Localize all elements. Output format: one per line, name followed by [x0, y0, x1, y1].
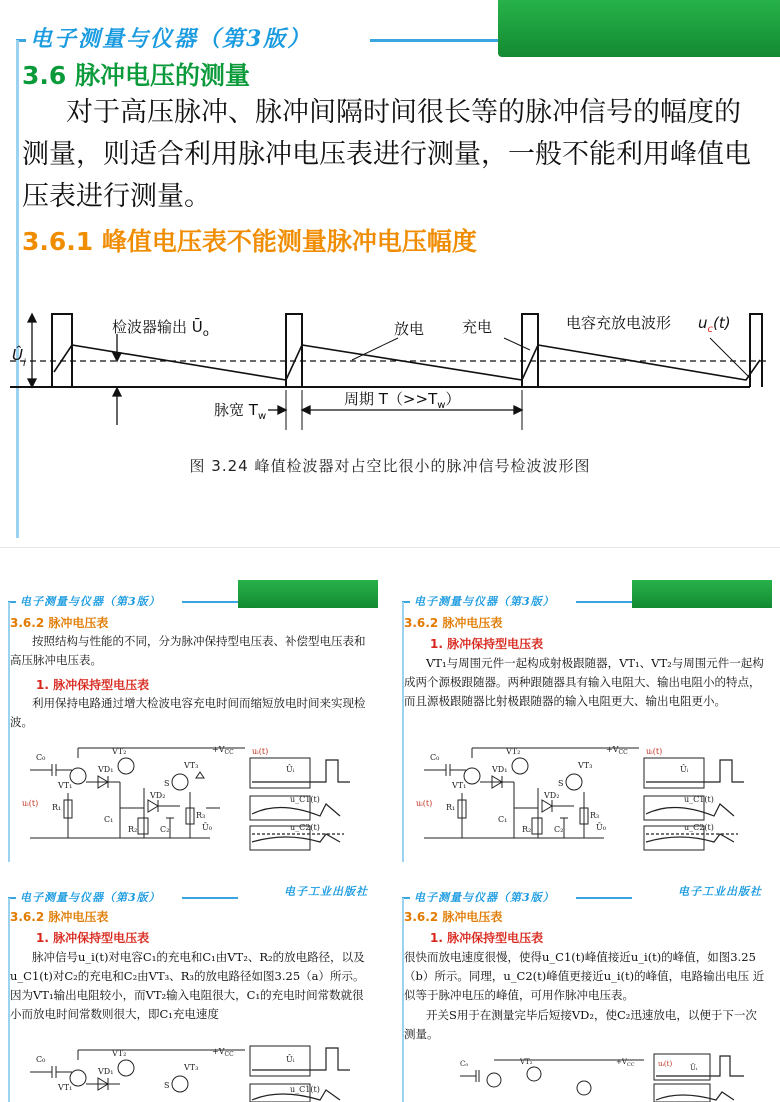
svg-text:uᵢ(t): uᵢ(t) [252, 747, 269, 756]
svg-text:C₂: C₂ [554, 825, 564, 834]
label-charge: 充电 [462, 318, 493, 336]
svg-text:+VCC: $+V_{CC}$ [212, 745, 234, 756]
svg-text:S: S [558, 779, 564, 788]
header-green-tab [498, 0, 780, 57]
label-ui-hat: $Û_i$ [12, 346, 26, 369]
label-discharge: 放电 [394, 320, 425, 338]
svg-text:u_C2(t): u_C2(t) [684, 823, 714, 832]
main-slide [0, 0, 780, 548]
thumb-body-2: 利用保持电路通过增大检波电容充电时间而缩短放电时间来实现检波。 [10, 696, 366, 729]
thumb-green-tab [632, 580, 772, 608]
svg-text:R₂: R₂ [128, 825, 138, 834]
label-uc: $u_c(t)$ [698, 314, 731, 335]
svg-text:VT₂: VT₂ [506, 747, 521, 756]
label-pulse-width: 脉宽 $T_w$ [214, 401, 267, 422]
thumb-heading: 1. 脉冲保持型电压表 [36, 678, 150, 692]
svg-text:R₃: R₃ [590, 811, 600, 820]
thumb-heading: 1. 脉冲保持型电压表 [36, 931, 150, 945]
thumb-heading: 1. 脉冲保持型电压表 [430, 637, 544, 651]
thumb-series-title: 电子测量与仪器（第3版） [414, 891, 555, 904]
svg-text:C₀: C₀ [460, 1060, 469, 1068]
svg-text:uᵢ(t): uᵢ(t) [416, 799, 433, 808]
svg-text:VD₂: VD₂ [150, 791, 166, 800]
thumb-section: 3.6.2 脉冲电压表 [10, 616, 109, 630]
svg-text:C₀: C₀ [36, 1055, 46, 1064]
thumb-series-title: 电子测量与仪器（第3版） [20, 595, 161, 608]
circuit-diagram-partial [20, 1040, 376, 1102]
thumb-heading: 1. 脉冲保持型电压表 [430, 931, 544, 945]
svg-text:VD₁: VD₁ [98, 1067, 114, 1076]
svg-text:VT₁: VT₁ [58, 1083, 73, 1092]
svg-text:VT₂: VT₂ [112, 747, 127, 756]
circuit-diagram [20, 738, 376, 858]
svg-text:VT₂: VT₂ [520, 1058, 533, 1066]
svg-text:VT₃: VT₃ [578, 761, 593, 770]
svg-text:C₀: C₀ [36, 753, 46, 762]
thumbnail-slide-1[interactable] [0, 580, 378, 862]
header-rule-right [370, 39, 498, 42]
svg-text:C₁: C₁ [498, 815, 508, 824]
svg-text:VD₁: VD₁ [492, 765, 508, 774]
svg-text:VT₃: VT₃ [184, 761, 199, 770]
svg-text:C₂: C₂ [160, 825, 170, 834]
svg-text:S: S [164, 779, 170, 788]
svg-text:VT₁: VT₁ [452, 781, 467, 790]
svg-text:uᵢ(t): uᵢ(t) [22, 799, 39, 808]
svg-text:+VCC: $+V_{CC}$ [606, 745, 628, 756]
svg-text:Ûᵢ: Ûᵢ [286, 765, 295, 774]
thumb-publisher: 电子工业出版社 [678, 885, 762, 898]
thumb-series-title: 电子测量与仪器（第3版） [20, 891, 161, 904]
svg-text:VT₁: VT₁ [58, 781, 73, 790]
thumb-section: 3.6.2 脉冲电压表 [404, 910, 503, 924]
thumb-body: 脉冲信号u_i(t)对电容C₁的充电和C₁由VT₂、R₂的放电路径，以及u_C1(t)对C₂的充电和C₂由VT₃、R₃的放电路径如图3.25（a）所示。因为VT₁输出电阻较小，而VT₂输入电阻很大，C₁的充电时间常数就很小而放电时间常数则很大，即C₁充电速度 [10, 950, 365, 1021]
svg-text:+VCC: $+V_{CC}$ [212, 1047, 234, 1058]
svg-text:u_C1(t): u_C1(t) [684, 795, 714, 804]
svg-text:Ū₀: Ū₀ [596, 823, 606, 832]
svg-text:VT₂: VT₂ [112, 1049, 127, 1058]
thumb-body-1: 按照结构与性能的不同，分为脉冲保持型电压表、补偿型电压表和高压脉冲电压表。 [10, 634, 366, 667]
svg-text:R₁: R₁ [446, 803, 456, 812]
svg-text:S: S [164, 1081, 170, 1090]
svg-text:VD₁: VD₁ [98, 765, 114, 774]
thumb-section: 3.6.2 脉冲电压表 [404, 616, 503, 630]
section-title: 3.6 脉冲电压的测量 [22, 61, 250, 90]
thumbnail-slide-4[interactable] [394, 876, 772, 1102]
thumb-green-tab [238, 580, 378, 608]
cap-waveform [54, 345, 760, 380]
svg-text:R₁: R₁ [52, 803, 62, 812]
svg-text:R₂: R₂ [522, 825, 532, 834]
svg-text:u_C2(t): u_C2(t) [290, 823, 320, 832]
thumb-body-2: 开关S用于在测量完毕后短接VD₂，使C₂迅速放电，以便于下一次测量。 [404, 1008, 757, 1041]
svg-text:C₁: C₁ [104, 815, 114, 824]
svg-text:Ûᵢ: Ûᵢ [690, 1064, 698, 1072]
main-paragraph: 对于高压脉冲、脉冲间隔时间很长等的脉冲信号的幅度的测量，则适合利用脉冲电压表进行测量，一般不能利用峰值电压表进行测量。 [22, 97, 751, 212]
svg-text:Ûᵢ: Ûᵢ [680, 765, 689, 774]
circuit-diagram-partial [454, 1050, 764, 1102]
series-title: 电子测量与仪器（第3版） [30, 26, 312, 52]
circuit-diagram [414, 738, 770, 858]
pulse-4 [750, 314, 762, 387]
waveform-figure [10, 300, 770, 450]
label-period: 周期 $T(>>T_w)$ [344, 390, 461, 411]
svg-text:C₀: C₀ [430, 753, 440, 762]
subsection-title: 3.6.1 峰值电压表不能测量脉冲电压幅度 [22, 227, 477, 256]
svg-text:Ûᵢ: Ûᵢ [286, 1055, 295, 1064]
thumbnail-slide-2[interactable] [394, 580, 772, 862]
thumb-series-title: 电子测量与仪器（第3版） [414, 595, 555, 608]
svg-text:R₃: R₃ [196, 811, 206, 820]
svg-text:uᵢ(t): uᵢ(t) [658, 1060, 673, 1068]
svg-text:VT₃: VT₃ [184, 1063, 199, 1072]
svg-text:VD₂: VD₂ [544, 791, 560, 800]
svg-text:Ū₀: Ū₀ [202, 823, 212, 832]
thumbnail-slide-3[interactable] [0, 876, 378, 1102]
svg-text:u_C1(t): u_C1(t) [290, 1085, 320, 1094]
svg-text:u_C1(t): u_C1(t) [290, 795, 320, 804]
thumb-body-1: 很快而放电速度很慢，使得u_C1(t)峰值接近u_i(t)的峰值，如图3.25（b）所示。同理，u_C2(t)峰值更接近u_i(t)的峰值，电路输出电压 近似等于脉冲电压的峰值，可用作脉冲电压表。 [404, 950, 765, 1002]
thumb-body: VT₁与周围元件一起构成射极跟随器，VT₁、VT₂与周围元件一起构成两个源极跟随器。两种跟随器具有输入电阻大、输出电阻小的特点，而且源极跟随器比射极跟随器的输入电阻更大、输出电阻更小。 [404, 656, 764, 708]
svg-text:uᵢ(t): uᵢ(t) [646, 747, 663, 756]
figure-caption: 图 3.24 峰值检波器对占空比很小的脉冲信号检波波形图 [189, 457, 591, 475]
svg-text:+VCC: $+V_{CC}$ [616, 1058, 635, 1068]
thumb-section: 3.6.2 脉冲电压表 [10, 910, 109, 924]
label-cap-wave: 电容充放电波形 [566, 314, 672, 332]
thumb-publisher: 电子工业出版社 [284, 885, 368, 898]
label-detector-output: 检波器输出 $Ū_o$ [112, 318, 209, 339]
